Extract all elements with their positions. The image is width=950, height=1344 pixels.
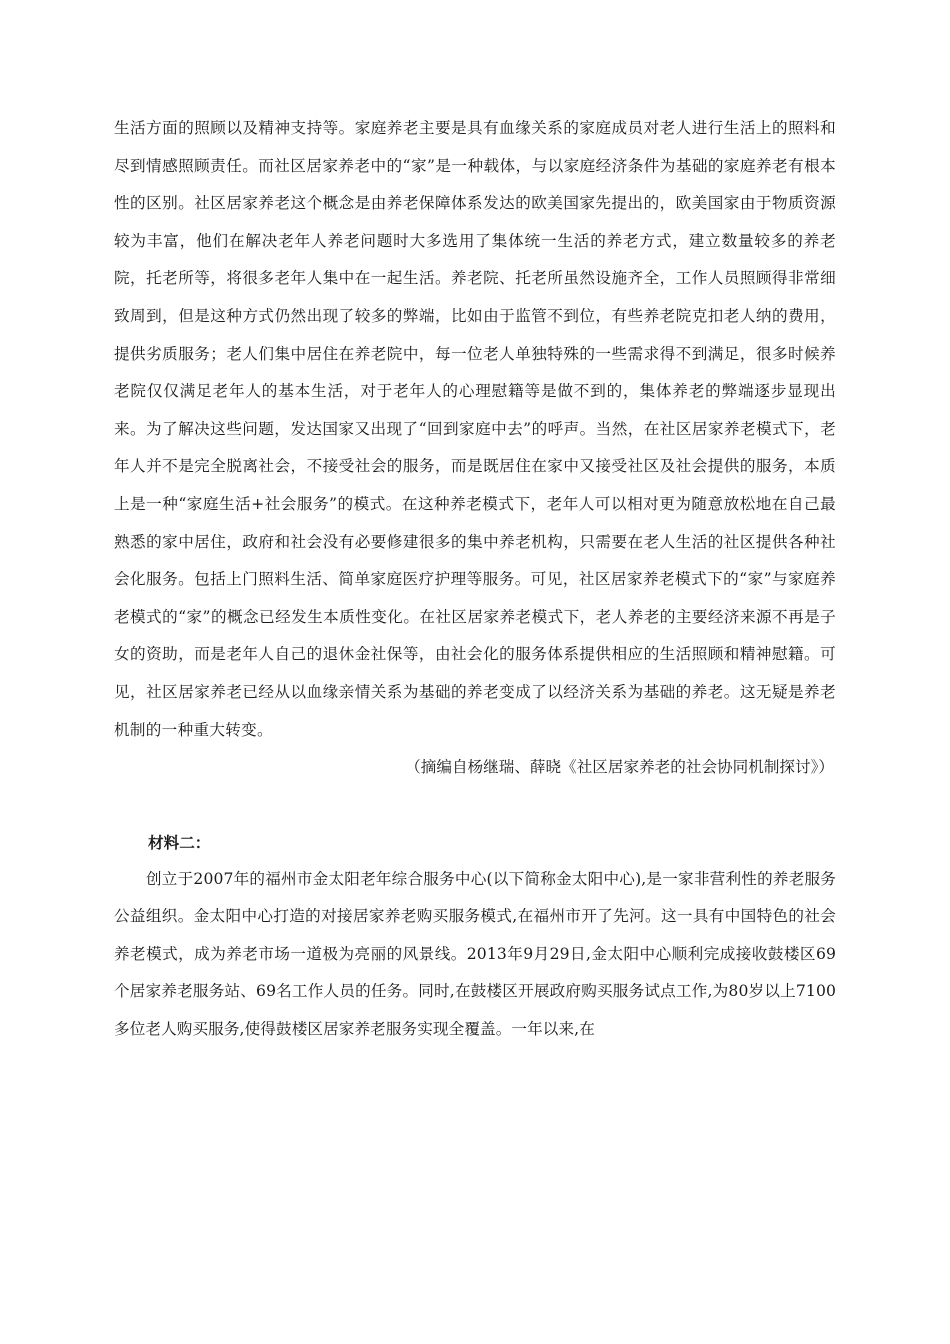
section-heading-material-2: 材料二： [148, 832, 211, 852]
source-citation: （摘编自杨继瑞、薛晓《社区居家养老的社会协同机制探讨》） [405, 758, 834, 777]
body-paragraph-1: 生活方面的照顾以及精神支持等。家庭养老主要是具有血缘关系的家庭成员对老人进行生活上的照料和尽到情感照顾责任。而社区居家养老中的“家”是一种载体，与以家庭经济条件为基础的家庭养老有根本性的区别。社区居家养老这个概念是由养老保障体系发达的欧美国家先提出的，欧美国家由于物质资源较为丰富，他们在解决老年人养老问题时大多选用了集体统一生活的养老方式，建立数量较多的养老院，托老所等，将很多老年人集中在一起生活。养老院、托老所虽然设施齐全，工作人员照顾得非常细致周到，但是这种方式仍然出现了较多的弊端，比如由于监管不到位，有些养老院克扣老人纳的费用，提供劣质服务；老人们集中居住在养老院中，每一位老人单独特殊的一些需求得不到满足，很多时候养老院仅仅满足老年人的基本生活，对于老年人的心理慰籍等是做不到的，集体养老的弊端逐步显现出来。为了解决这些问题，发达国家又出现了“回到家庭中去”的呼声。当然，在社区居家养老模式下，老年人并不是完全脱离社会，不接受社会的服务，而是既居住在家中又接受社区及社会提供的服务，本质上是一种“家庭生活+社会服务”的模式。在这种养老模式下，老年人可以相对更为随意放松地在自己最熟悉的家中居住，政府和社会没有必要修建很多的集中养老机构，只需要在老人生活的社区提供各种社会化服务。包括上门照料生活、简单家庭医疗护理等服务。可见，社区居家养老模式下的“家”与家庭养老模式的“家”的概念已经发生本质性变化。在社区居家养老模式下，老人养老的主要经济来源不再是子女的资助，而是老年人自己的退休金社保等，由社会化的服务体系提供相应的生活照顾和精神慰籍。可见，社区居家养老已经从以血缘亲情关系为基础的养老变成了以经济关系为基础的养老。这无疑是养老机制的一种重大转变。 [114, 119, 836, 739]
body-paragraph-2: 创立于2007年的福州市金太阳老年综合服务中心(以下简称金太阳中心),是一家非营利性的养老服务公益组织。金太阳中心打造的对接居家养老购买服务模式,在福州市开了先河。这一具有中国特色的社会养老模式，成为养老市场一道极为亮丽的风景线。2013年9月29日,金太阳中心顺利完成接收鼓楼区69个居家养老服务站、69名工作人员的任务。同时,在鼓楼区开展政府购买服务试点工作,为80岁以上7100多位老人购买服务,使得鼓楼区居家养老服务实现全覆盖。一年以来,在 [114, 869, 836, 1039]
document-page [114, 110, 836, 1049]
